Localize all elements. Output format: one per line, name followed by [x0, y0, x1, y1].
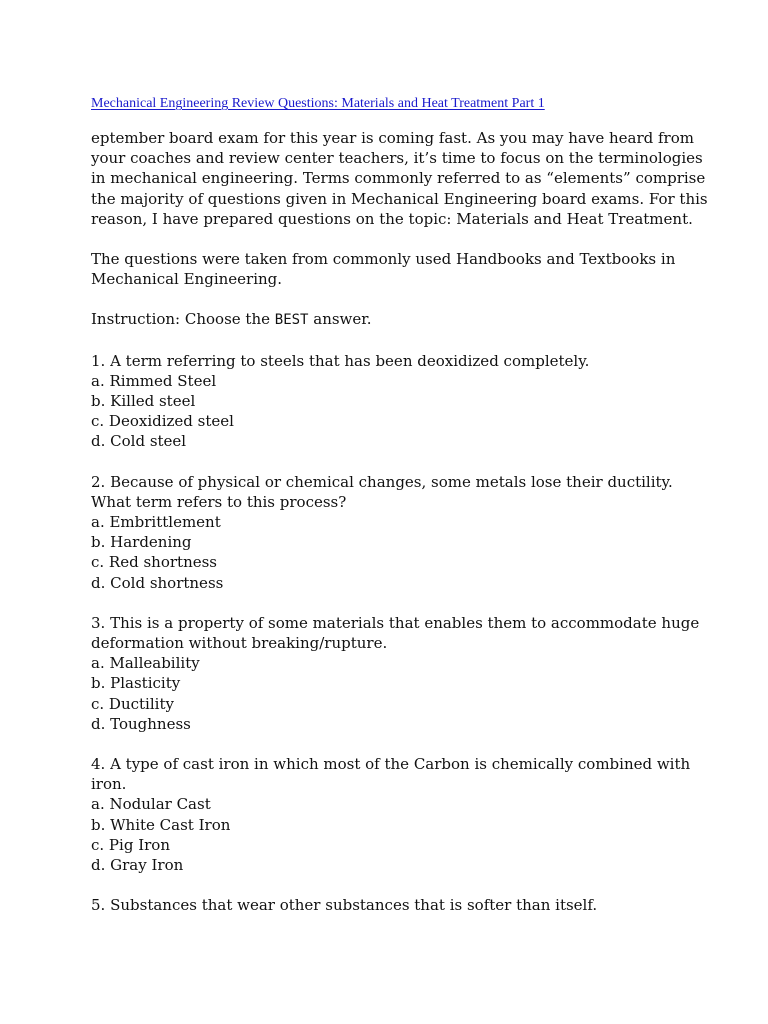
question-text: iron.	[91, 775, 127, 794]
question-text: 5. Substances that wear other substances that is softer than itself.	[91, 896, 598, 915]
source-paragraph	[91, 249, 691, 289]
question-text: 3. This is a property of some materials that enables them to accommodate huge	[91, 613, 700, 632]
document-title-link[interactable]: Mechanical Engineering Review Questions: Materials and Heat Treatment Part 1	[91, 96, 545, 111]
intro-line: reason, I have prepared questions on the topic: Materials and Heat Treatment.	[91, 209, 693, 228]
question-1	[91, 351, 691, 452]
question-text: 4. A type of cast iron in which most of the Carbon is chemically combined with	[91, 755, 691, 774]
instruction-prefix: Instruction: Choose the	[91, 310, 275, 329]
answer-option: c. Ductility	[91, 694, 174, 713]
question-4	[91, 754, 691, 875]
answer-option: c. Red shortness	[91, 553, 217, 572]
answer-option: d. Cold shortness	[91, 573, 224, 592]
answer-option: b. Plasticity	[91, 674, 181, 693]
question-text: 2. Because of physical or chemical changes, some metals lose their ductility.	[91, 472, 673, 491]
answer-option: c. Pig Iron	[91, 835, 170, 854]
question-text: deformation without breaking/rupture.	[91, 634, 388, 653]
source-line: Mechanical Engineering.	[91, 270, 283, 289]
source-line: The questions were taken from commonly used Handbooks and Textbooks in	[91, 250, 676, 269]
answer-option: d. Toughness	[91, 714, 191, 733]
answer-option: a. Nodular Cast	[91, 795, 211, 814]
document-page	[91, 92, 708, 916]
question-2	[91, 472, 691, 593]
intro-line: the majority of questions given in Mechanical Engineering board exams. For this	[91, 189, 708, 208]
question-text: 1. A term referring to steels that has been deoxidized completely.	[91, 351, 590, 370]
answer-option: a. Rimmed Steel	[91, 371, 217, 390]
answer-option: a. Embrittlement	[91, 513, 221, 532]
intro-line: your coaches and review center teachers, it’s time to focus on the terminologies	[91, 149, 703, 168]
answer-option: c. Deoxidized steel	[91, 412, 234, 431]
answer-option: d. Cold steel	[91, 432, 187, 451]
question-3	[91, 613, 700, 734]
answer-option: b. Killed steel	[91, 392, 196, 411]
instruction-text	[91, 309, 691, 330]
instruction-emphasis: BEST	[274, 312, 309, 329]
answer-option: d. Gray Iron	[91, 856, 184, 875]
instruction-suffix: answer.	[308, 310, 372, 329]
answer-option: b. Hardening	[91, 533, 192, 552]
answer-option: b. White Cast Iron	[91, 815, 231, 834]
intro-paragraph	[91, 128, 708, 229]
question-5	[91, 895, 691, 915]
intro-line: in mechanical engineering. Terms commonly referred to as “elements” comprise	[91, 169, 706, 188]
answer-option: a. Malleability	[91, 654, 200, 673]
question-text: What term refers to this process?	[91, 492, 347, 511]
intro-line: eptember board exam for this year is coming fast. As you may have heard from	[91, 129, 694, 147]
